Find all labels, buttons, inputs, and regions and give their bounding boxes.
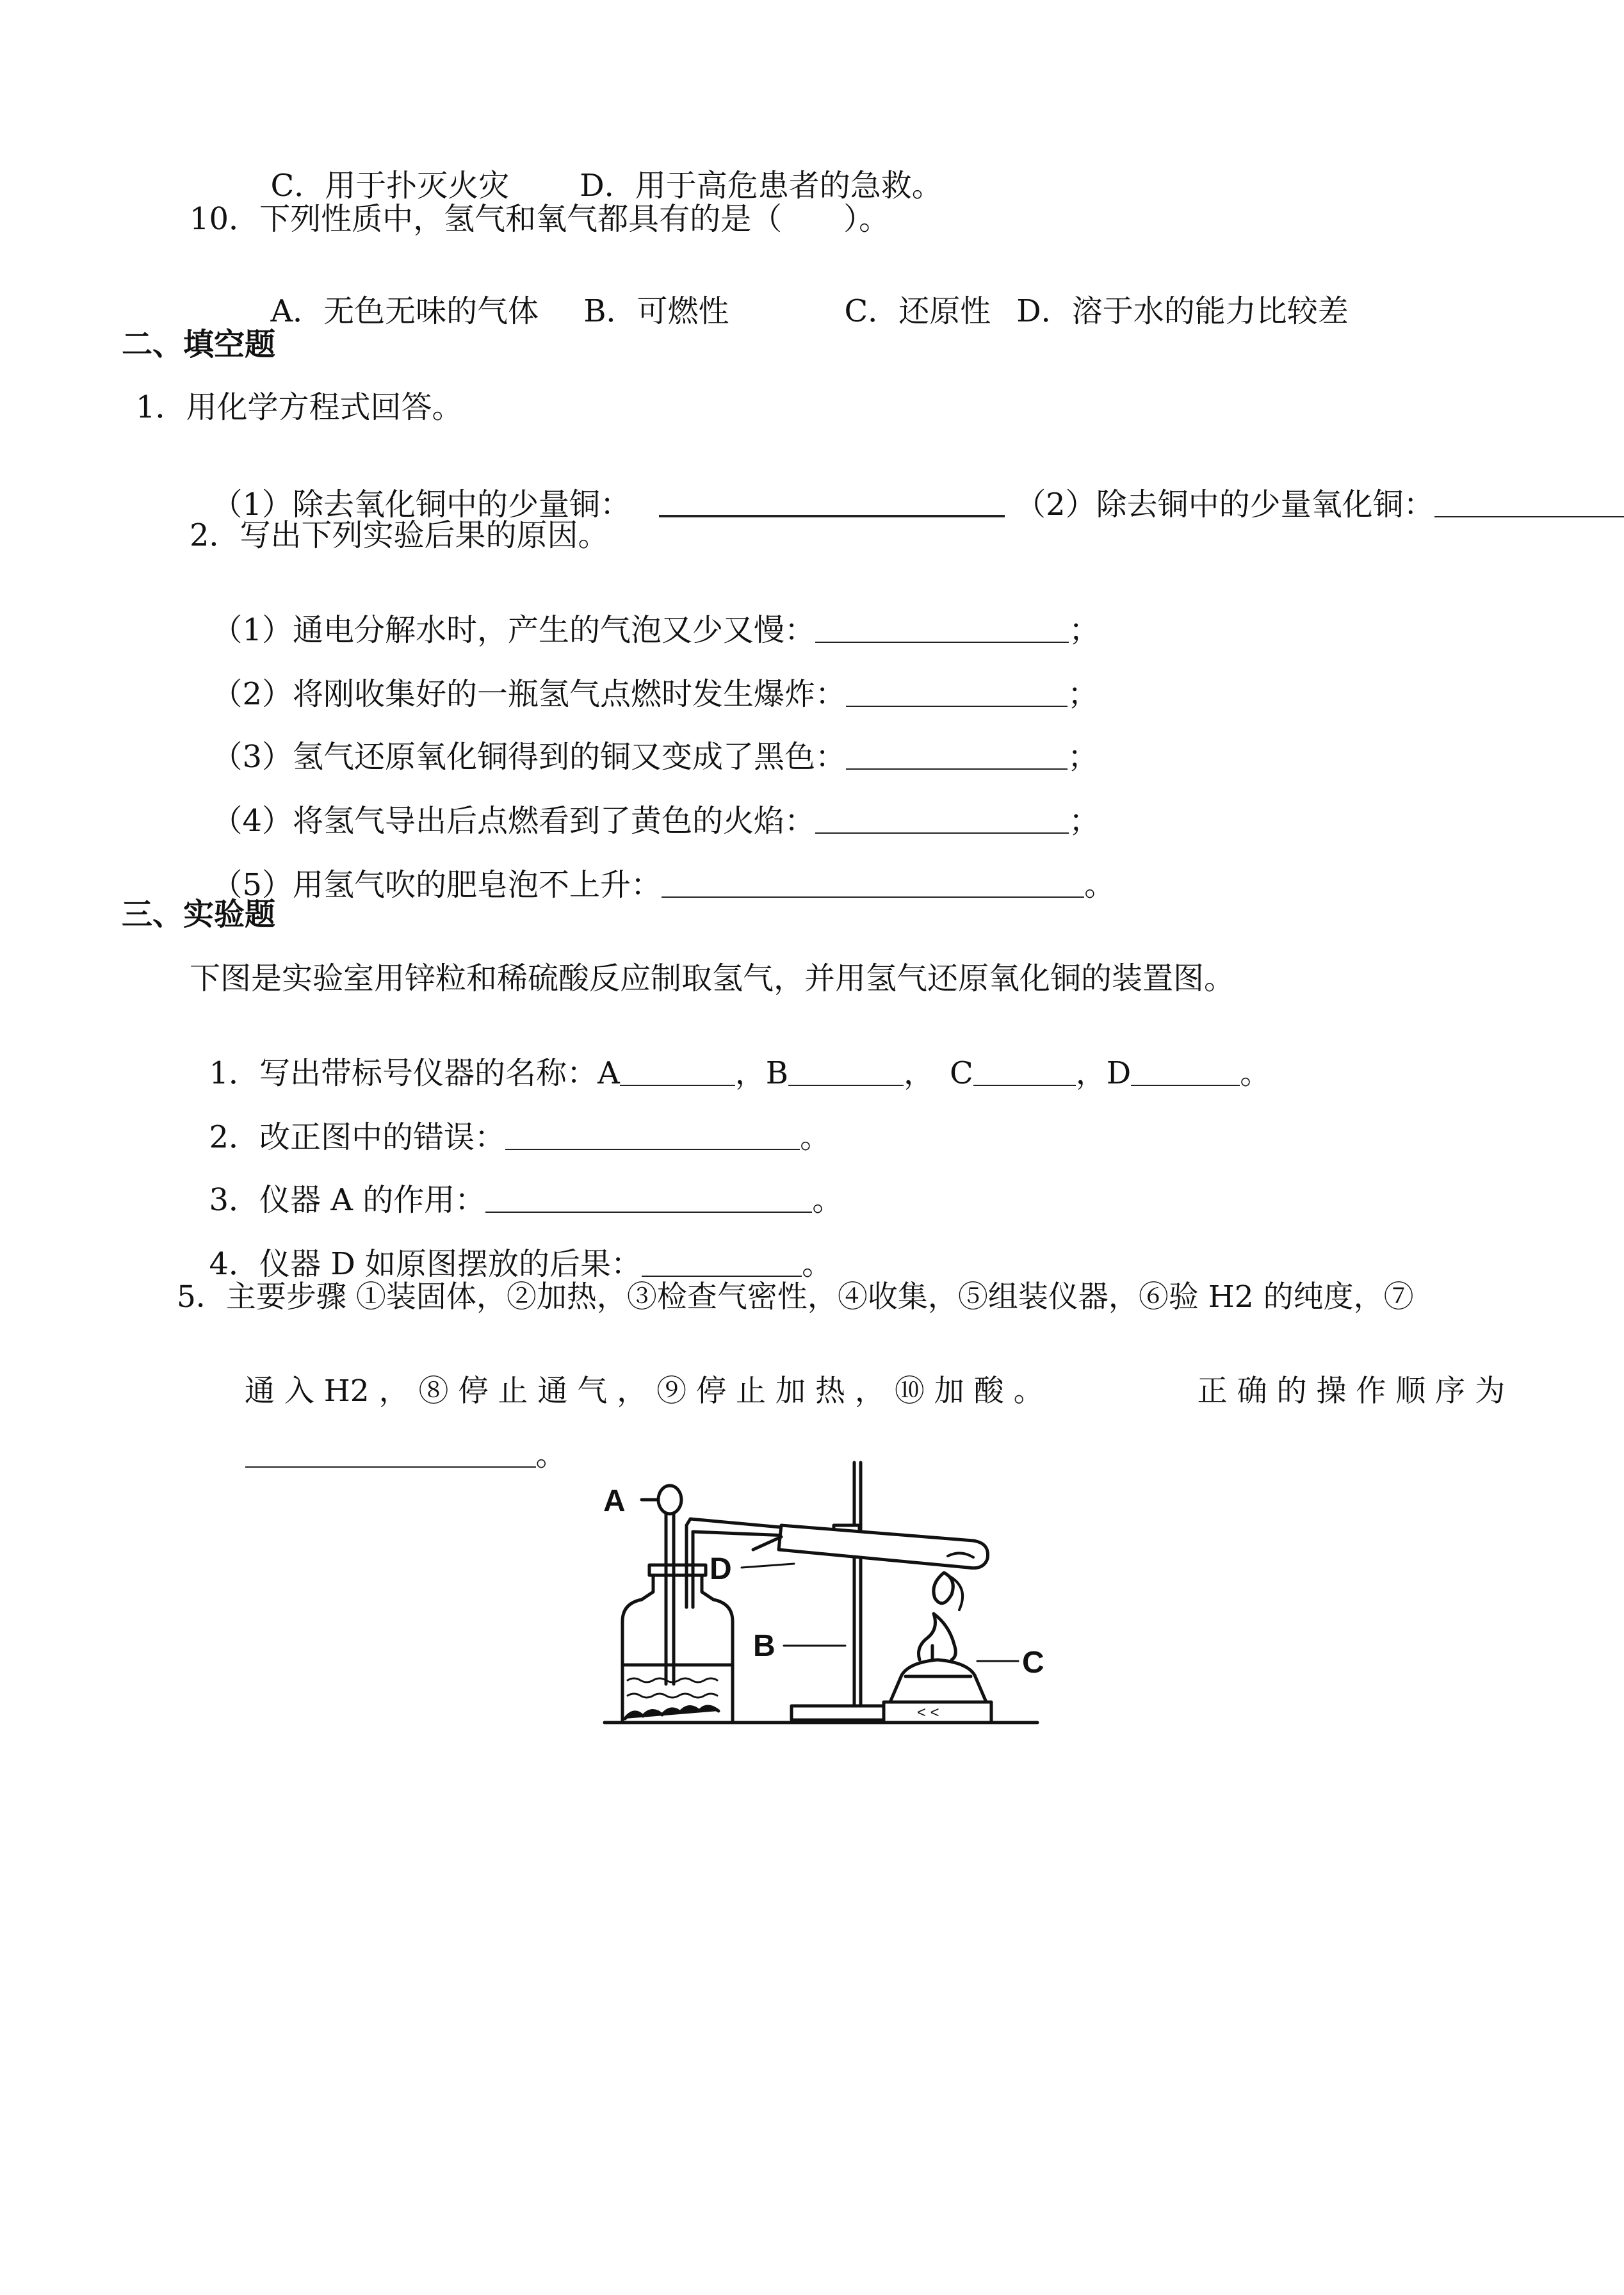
s3-q1-stem: 1．写出带标号仪器的名称： (209, 1055, 598, 1091)
s2-q2-item-3-blank[interactable] (846, 743, 1068, 770)
spirit-lamp-c (884, 1573, 991, 1723)
q9-option-c: C．用于扑灭火灾 (270, 168, 510, 204)
s2-q1-part2-blank[interactable] (1434, 491, 1624, 517)
s3-q1-blank-a[interactable] (620, 1059, 735, 1086)
test-tube-d (753, 1525, 988, 1568)
s3-q1-blank-b[interactable] (788, 1059, 904, 1086)
s3-q5-end: 。 (535, 1437, 567, 1473)
s3-q3-blank[interactable] (485, 1186, 812, 1213)
label-a: A (603, 1484, 626, 1518)
s3-q3-end: 。 (812, 1182, 843, 1218)
s3-q1-blank-c[interactable] (973, 1059, 1076, 1086)
s2-q2-item-4-end: ； (1069, 803, 1100, 839)
s3-q1-label-a: A (597, 1055, 620, 1091)
label-d: D (710, 1552, 732, 1586)
s3-q1-label-c: ， C (904, 1055, 973, 1091)
s3-intro: 下图是实验室用锌粒和稀硫酸反应制取氢气，并用氢气还原氧化铜的装置图。 (190, 961, 1235, 996)
s3-q5-line2a: 通 入 H2 ， ⑧ 停 止 通 气 ， ⑨ 停 止 加 热 ， ⑩ 加 酸 。 (244, 1374, 1044, 1409)
s2-q1-stem: 1．用化学方程式回答。 (136, 389, 463, 425)
iron-stand-b (792, 1463, 885, 1720)
s3-q4-stem: 4．仪器 D 如原图摆放的后果： (209, 1246, 642, 1282)
s3-q5-line2b: 正 确 的 操 作 顺 序 为 (1197, 1374, 1506, 1409)
label-b: B (753, 1629, 775, 1663)
s3-q1-label-b: ，B (735, 1055, 789, 1091)
section2-heading: 二、填空题 (122, 327, 276, 362)
s2-q2-item-2: （2）将刚收集好的一瓶氢气点燃时发生爆炸： (211, 676, 847, 712)
s2-q2-item-5-end: 。 (1084, 867, 1116, 903)
apparatus-diagram (589, 1454, 1057, 1735)
s3-q5-blank[interactable] (245, 1441, 536, 1468)
s2-q2-item-3: （3）氢气还原氧化铜得到的铜又变成了黑色： (211, 739, 847, 775)
q10-option-b: B．可燃性 (583, 293, 729, 329)
s3-q2-blank[interactable] (505, 1123, 800, 1150)
s2-q2-item-1-blank[interactable] (815, 616, 1069, 643)
label-c: C (1022, 1646, 1044, 1680)
s3-q2-end: 。 (800, 1119, 831, 1155)
lamp-marking: < < (917, 1704, 939, 1721)
s2-q2-item-2-blank[interactable] (846, 680, 1068, 707)
section3-heading: 三、实验题 (122, 896, 276, 932)
s3-q4-end: 。 (802, 1246, 833, 1282)
s2-q2-item-5-blank[interactable] (662, 871, 1084, 898)
delivery-tube (686, 1519, 788, 1607)
s2-q2-item-4-blank[interactable] (815, 807, 1069, 834)
s2-q2-item-2-end: ； (1068, 676, 1099, 712)
thistle-funnel-a (642, 1486, 681, 1684)
s3-q1-blank-d[interactable] (1131, 1059, 1240, 1086)
q10-option-d: D．溶于水的能力比较差 (1016, 293, 1349, 329)
s2-q2-item-3-end: ； (1068, 739, 1099, 775)
q10-option-a: A．无色无味的气体 (270, 293, 539, 329)
s3-q5-line1: 5．主要步骤 ①装固体，②加热，③检查气密性，④收集，⑤组装仪器，⑥验 H2 的纯度，⑦ (177, 1279, 1414, 1315)
s3-q1-label-d: ，D (1075, 1055, 1132, 1091)
s3-q4-blank[interactable] (642, 1250, 802, 1277)
label-d-leader (742, 1564, 794, 1568)
s3-q2-stem: 2．改正图中的错误： (209, 1119, 506, 1155)
s2-q1-part2: （2）除去铜中的少量氧化铜： (1015, 487, 1434, 523)
s2-q2-item-1: （1）通电分解水时，产生的气泡又少又慢： (211, 612, 816, 648)
s3-q1-end: 。 (1240, 1055, 1271, 1091)
q10-stem: 10．下列性质中，氢气和氧气都具有的是（ ）。 (190, 201, 890, 237)
s2-q2-item-4: （4）将氢气导出后点燃看到了黄色的火焰： (211, 803, 816, 839)
q9-option-d: D．用于高危患者的急救。 (580, 168, 943, 204)
s3-q3-stem: 3．仪器 A 的作用： (209, 1182, 486, 1218)
s2-q1-part1: （1）除去氧化铜中的少量铜： (211, 487, 631, 523)
s2-q1-part1-blank[interactable] (659, 489, 1005, 517)
s2-q2-item-1-end: ； (1069, 612, 1100, 648)
s2-q2-stem: 2．写出下列实验后果的原因。 (190, 517, 609, 553)
s2-q2-item-5: （5）用氢气吹的肥皂泡不上升： (211, 867, 662, 903)
q10-option-c: C．还原性 (844, 293, 991, 329)
generation-bottle (622, 1565, 733, 1723)
